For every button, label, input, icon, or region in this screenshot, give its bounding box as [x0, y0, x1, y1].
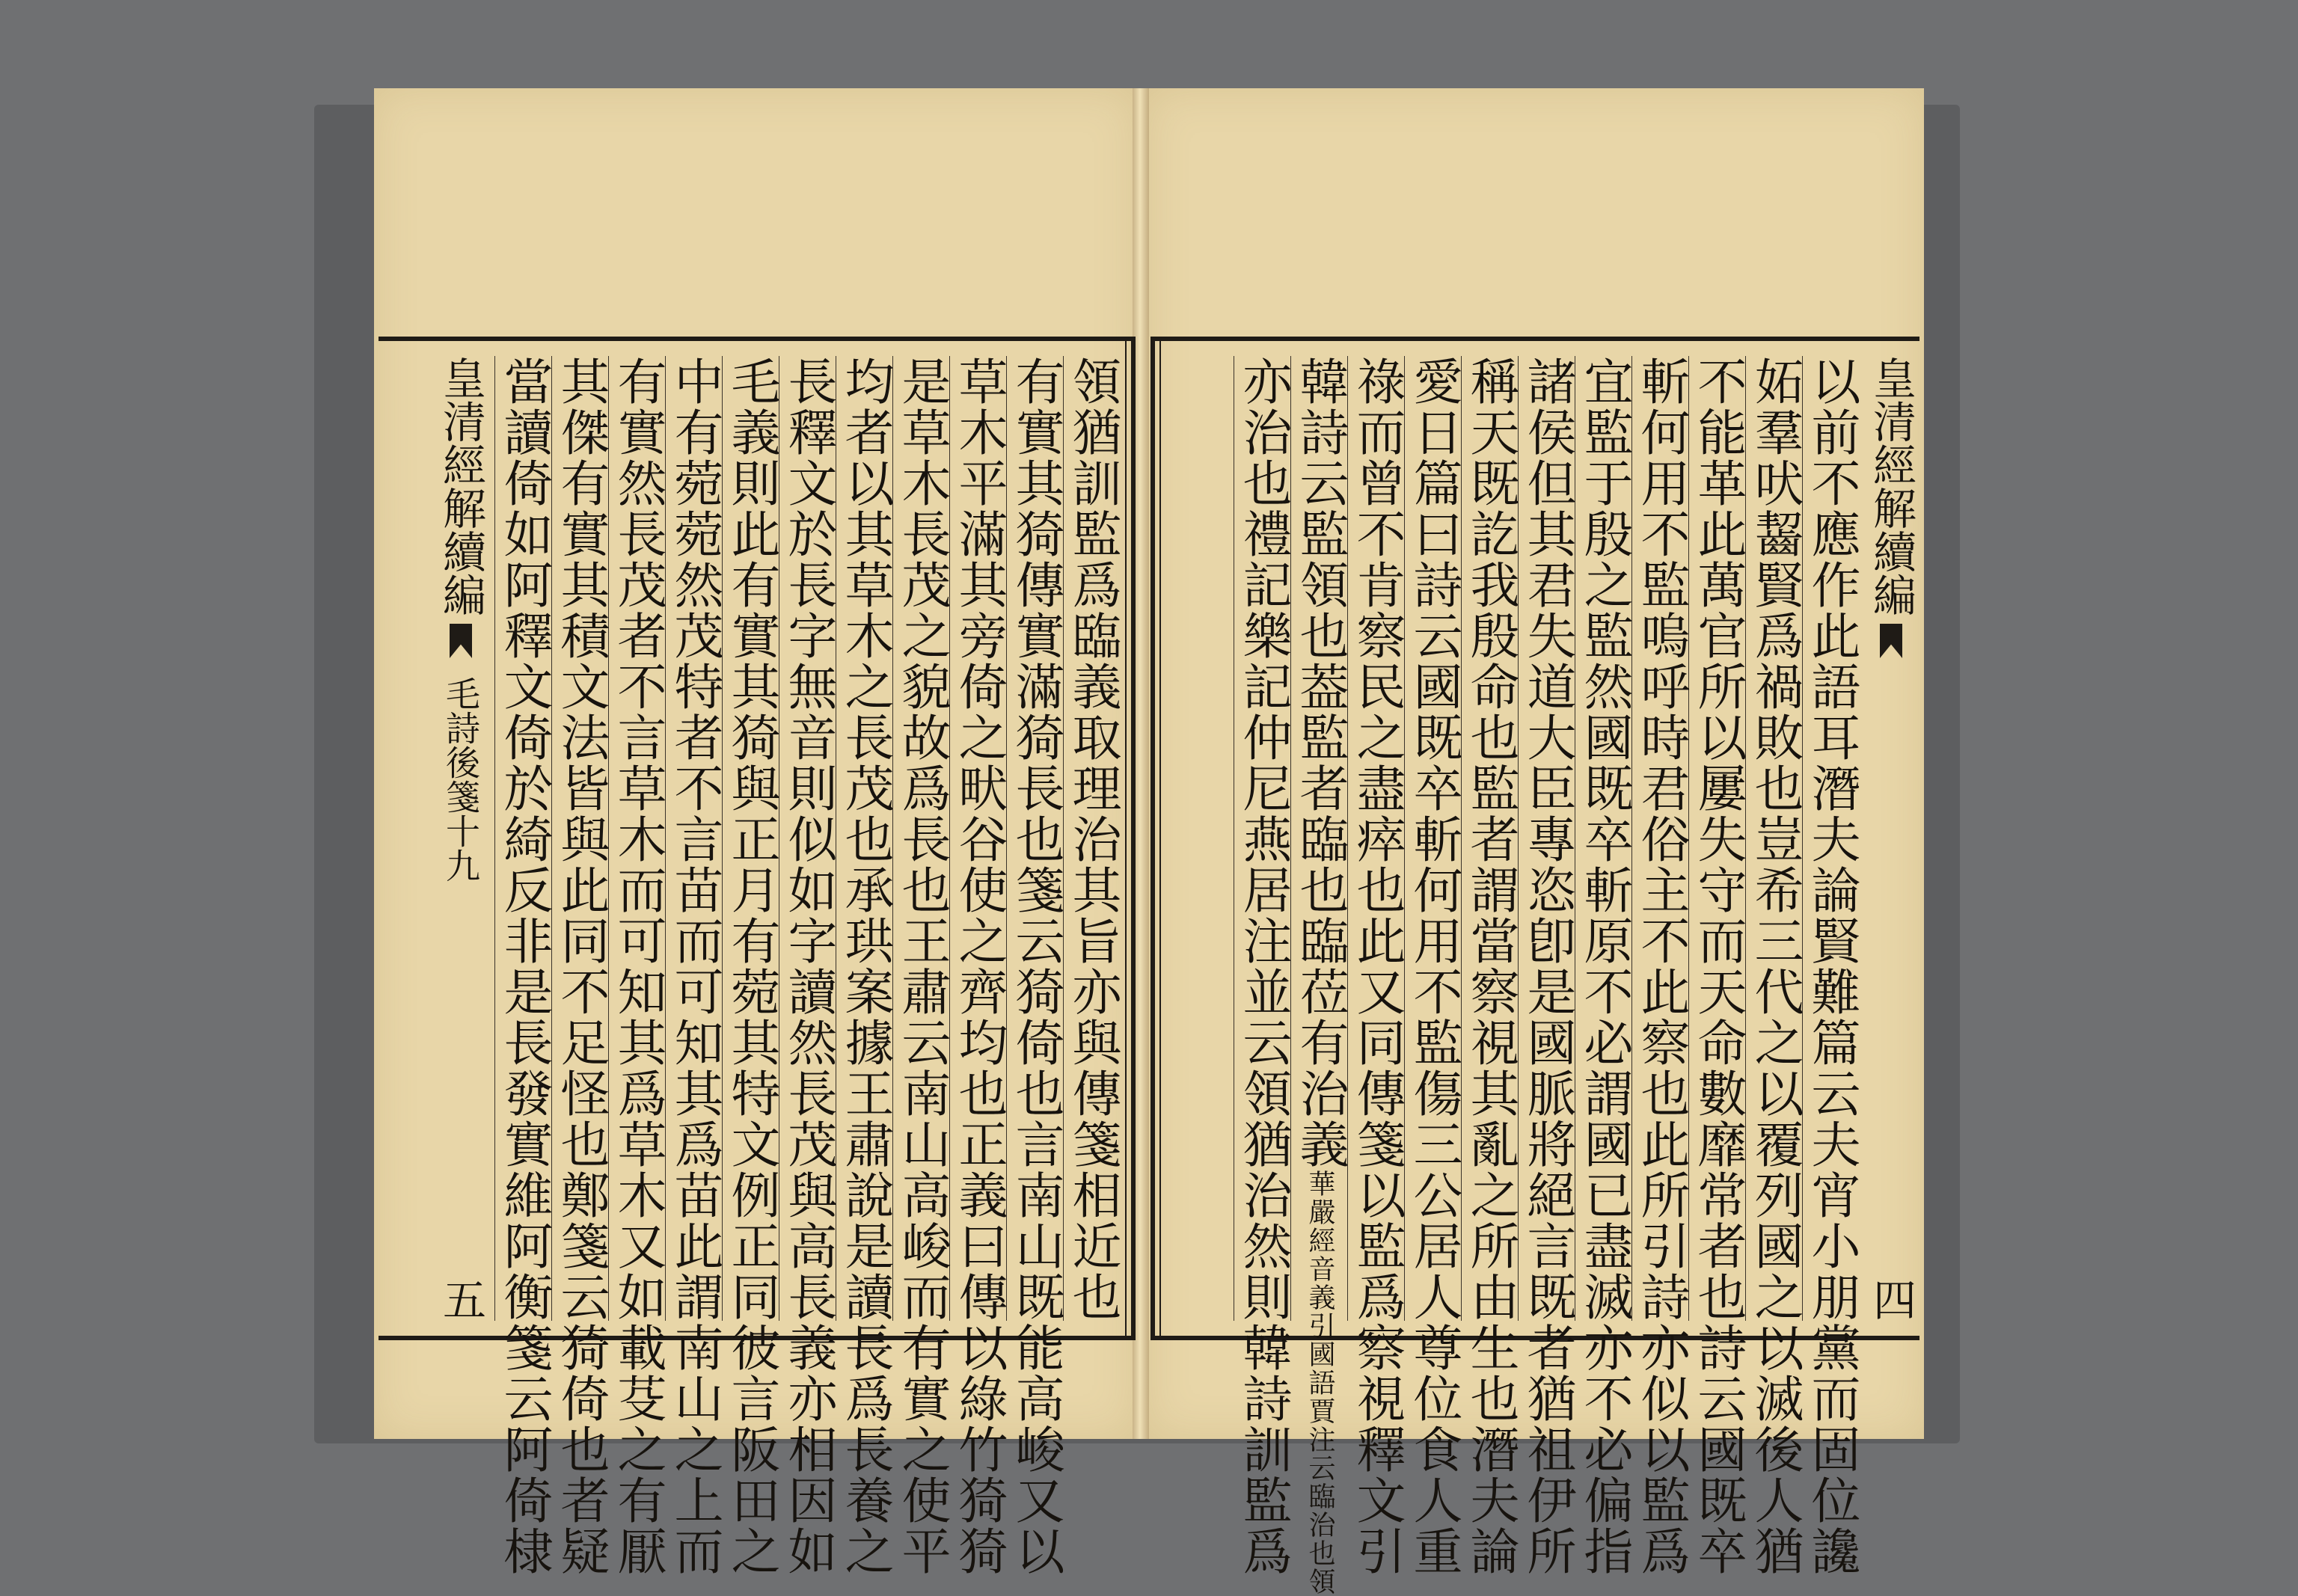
text-column: 其傑有實其積文法皆與此同不足怪也鄭箋云猗倚也者疑 — [552, 356, 610, 1577]
left-page-frame — [379, 337, 1136, 1577]
text-column: 長釋文於長字無音則似如字讀然長茂與高長義亦相因如 — [779, 356, 837, 1577]
text-column: 領猶訓監爲臨義取理治其旨亦與傳箋相近也 — [1064, 356, 1121, 1322]
margin-title: 皇清經解續編 — [1866, 356, 1916, 616]
fish-tail-mark-icon — [450, 624, 472, 658]
text-column: 以前不應作此語耳潛夫論賢難篇云夫宵小朋黨而固位讒 — [1803, 356, 1860, 1577]
margin-title: 皇清經解續編 — [435, 356, 486, 616]
text-column: 毛義則此有實其猗與正月有菀其特文例正同彼言阪田之 — [723, 356, 780, 1577]
text-column: 稱天既訖我殷命也監者謂當察視其亂之所由生也潛夫論 — [1462, 356, 1519, 1577]
text-column: 宜監于殷之監然國既卒斬原不必謂國已盡滅亦不必偏指 — [1575, 356, 1633, 1577]
text-column-with-note — [1290, 356, 1349, 1596]
text-column: 當讀倚如阿釋文倚於綺反非是長發實維阿衡箋云阿倚棣 — [495, 356, 553, 1577]
text-column: 斬何用不監嗚呼時君俗主不此察也此所引詩亦似以監爲 — [1632, 356, 1690, 1577]
text-column: 均者以其草木之長茂也承珙案據王肅說是讀長爲長養之 — [836, 356, 894, 1577]
fish-tail-mark-icon — [1880, 624, 1902, 658]
text-column: 有實然長茂者不言草木而可知其爲草木又如載芟之有厭 — [609, 356, 667, 1577]
text-column: 中有菀菀然茂特者不言苗而可知其爲苗此謂南山之上而 — [666, 356, 723, 1577]
text-column: 是草木長茂之貌故爲長也王肅云南山高峻而有實之使平 — [893, 356, 951, 1577]
text-column: 諸侯但其君失道大臣專恣卽是國脈將絕言既者猶祖伊所 — [1519, 356, 1576, 1577]
right-page-frame — [1150, 337, 1919, 1596]
right-margin-column — [1866, 356, 1916, 1321]
text-column: 亦治也禮記樂記仲尼燕居注並云領猶治然則韓詩訓監爲 — [1234, 356, 1292, 1577]
page-number: 五 — [435, 1277, 486, 1321]
margin-section-title: 毛詩後箋十九 — [441, 676, 481, 883]
text-column: 祿而曾不肯察民之盡瘁也此又同傳箋以監爲察視釋文引 — [1348, 356, 1406, 1577]
left-margin-column — [435, 356, 486, 1321]
text-column: 不能革此萬官所以屢失守而天命數靡常者也詩云國既卒 — [1689, 356, 1747, 1577]
text-column: 草木平滿其旁倚之畎谷使之齊均也正義曰傳以綠竹猗猗 — [950, 356, 1008, 1577]
text-column: 有實其猗傳實滿猗長也箋云猗倚也言南山既能高峻又以 — [1007, 356, 1064, 1577]
text-column: 妬羣吠齧賢爲禍敗也豈希三代之以覆列國之以滅後人猶 — [1746, 356, 1804, 1577]
text-column: 愛日篇曰詩云國既卒斬何用不監傷三公居人尊位食人重 — [1405, 356, 1462, 1577]
text-column-main: 韓詩云監領也葢監者臨也臨莅有治義 — [1291, 356, 1349, 1170]
inline-annotation: 華嚴經音義引國語賈注云臨治也領 — [1305, 1170, 1335, 1596]
page-number: 四 — [1866, 1277, 1916, 1321]
